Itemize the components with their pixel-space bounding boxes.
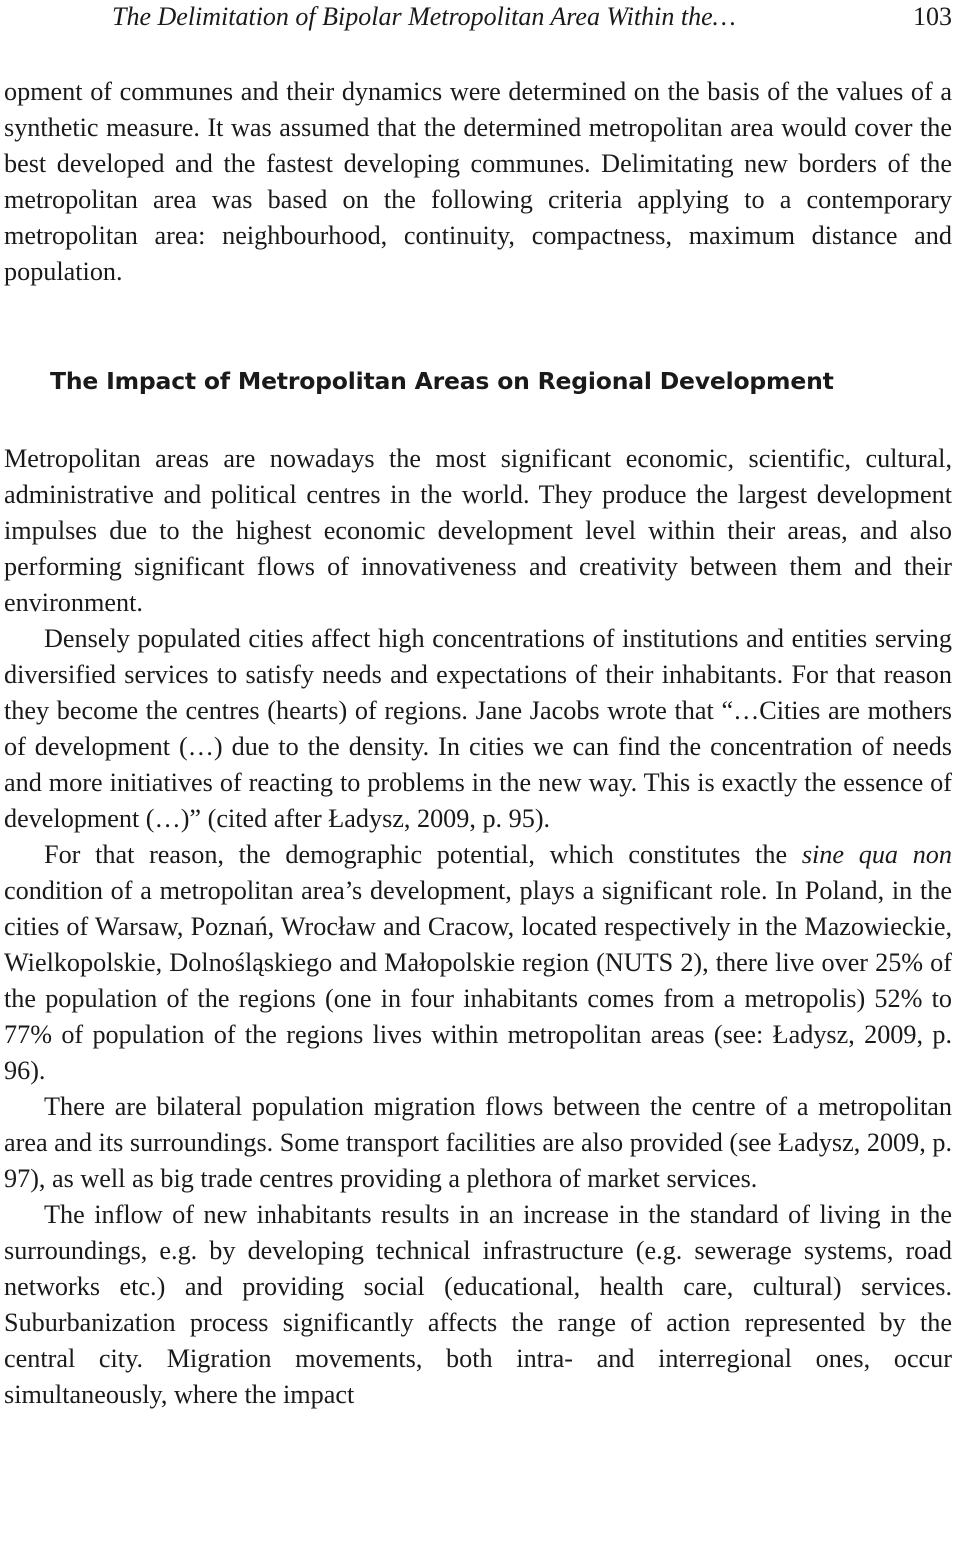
paragraph-inflow: The inflow of new inhabitants results in an increase in the standard of living in the surroundings, e.g. by developing technical infrastructure (e.g. sewerage systems, road networks etc.) and providing social (educational, health care, cultural) services. Suburbanization process significantly affects the range of action represented by the central city. Migration movements, both intra- and interregional ones, occur simultaneously, where the impact bbox=[4, 1200, 952, 1409]
paragraph-migration-flows: There are bilateral population migration flows between the centre of a metropolitan area and its surroundings. Some transport facilities are also provided (see Ładysz, 2009, p. 97), as well as big trade centres providing a plethora of market services. bbox=[4, 1092, 952, 1193]
paragraph-metropolitan-areas: Metropolitan areas are nowadays the most significant economic, scientific, cultural, administrative and political centres in the world. They produce the largest development impulses due to the highest economic development level within their areas, and also performing significant flows of innovativeness and creativity between them and their environment. bbox=[4, 444, 952, 617]
running-header bbox=[4, 2, 952, 46]
paragraph-densely-populated: Densely populated cities affect high concentrations of institutions and entities serving diversified services to satisfy needs and expectations of their inhabitants. For that reason they become the centres (hearts) of regions. Jane Jacobs wrote that “…Cities are mothers of development (…) due to the density. In cities we can find the concentration of needs and more initiatives of reacting to problems in the new way. This is exactly the essence of development (…)” (cited after Ładysz, 2009, p. 95). bbox=[4, 624, 952, 833]
paragraph-text-start: For that reason, the demographic potential, which constitutes the bbox=[44, 840, 802, 869]
paragraph-continuation: opment of communes and their dynamics were determined on the basis of the values of a synthetic measure. It was assumed that the determined metropolitan area would cover the best developed and the fastest developing communes. Delimitating new borders of the metropolitan area was based on the following criteria applying to a contemporary metropolitan area: neighbourhood, continuity, compactness, maximum distance and population. bbox=[4, 77, 952, 286]
italic-term: sine qua non bbox=[801, 840, 952, 869]
paragraph-demographic-potential bbox=[4, 837, 952, 1089]
paragraph-text-end: condition of a metropolitan area’s development, plays a significant role. In Poland, in the cities of Warsaw, Poznań, Wrocław and Cracow, located respectively in the Mazowieckie, Wielkopolskie, Dolnośląskiego and Małopolskie region (NUTS 2), there live over 25% of the population of the regions (one in four inhabitants comes from a metropolis) 52% to 77% of population of the regions lives within metropolitan areas (see: Ładysz, 2009, p. 96). bbox=[4, 876, 952, 1085]
document-page bbox=[4, 0, 952, 1413]
page-number: 103 bbox=[913, 2, 952, 31]
running-title: The Delimitation of Bipolar Metropolitan Area Within the… bbox=[112, 2, 736, 31]
section-heading: The Impact of Metropolitan Areas on Regional Development bbox=[50, 367, 834, 395]
